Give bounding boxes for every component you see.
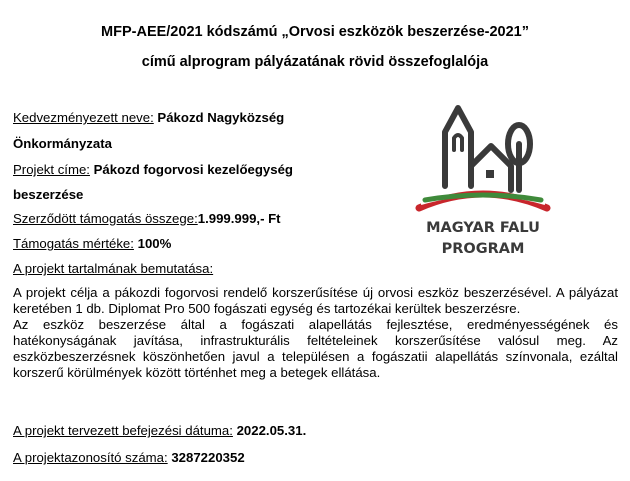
support-rate-row bbox=[13, 236, 171, 251]
logo-text-line2: PROGRAM bbox=[441, 241, 525, 257]
document-title-line1: MFP-AEE/2021 kódszámú „Orvosi eszközök beszerzése-2021” bbox=[101, 24, 529, 40]
completion-date-row bbox=[13, 423, 306, 438]
support-rate-label: Támogatás mértéke: bbox=[13, 236, 134, 251]
project-id-row bbox=[13, 450, 245, 465]
project-title-value: Pákozd fogorvosi kezelőegység bbox=[93, 162, 293, 177]
completion-date-label: A projekt tervezett befejezési dátuma: bbox=[13, 423, 233, 438]
description-paragraph-1: A projekt célja a pákozdi fogorvosi rendelő korszerűsítése új orvosi eszköz beszerzésével. A pályázat keretében 1 db. Diplomat Pro 500 fogászati egység és tartozékai kerültek beszerzésre. bbox=[13, 285, 618, 316]
grant-amount-value: 1.999.999,- Ft bbox=[197, 211, 281, 226]
logo-text-line1: MAGYAR FALU bbox=[426, 220, 540, 236]
grant-amount-row bbox=[13, 211, 281, 226]
project-id-label: A projektazonosító száma: bbox=[13, 450, 168, 465]
church-tower-icon bbox=[445, 108, 471, 186]
grant-amount-label: Szerződött támogatás összege: bbox=[13, 211, 198, 226]
green-ribbon-icon bbox=[425, 195, 541, 200]
project-title-label: Projekt címe: bbox=[13, 162, 90, 177]
beneficiary-value-continued: Önkormányzata bbox=[13, 136, 112, 151]
house-window-icon bbox=[486, 170, 494, 178]
project-title-row bbox=[13, 162, 293, 177]
house-icon bbox=[471, 146, 511, 190]
project-title-value-continued: beszerzése bbox=[13, 187, 84, 202]
beneficiary-row bbox=[13, 110, 284, 125]
beneficiary-value: Pákozd Nagyközség bbox=[157, 110, 285, 125]
description-label: A projekt tartalmának bemutatása: bbox=[13, 261, 214, 276]
completion-date-value: 2022.05.31. bbox=[236, 423, 307, 438]
support-rate-value: 100% bbox=[137, 236, 172, 251]
description-body bbox=[13, 285, 618, 381]
magyar-falu-program-logo bbox=[413, 104, 553, 264]
description-paragraph-2: Az eszköz beszerzése által a fogászati alapellátás fejlesztése, eredményességének és hatékonyságának javítása, infrastrukturális feltételeinek korszerűsítése valósul meg. Az eszközbeszerzésnek köszönhetően javul a településen a fogászatii alapellátás színvonala, ezáltal korszerű körülmények között történhet meg a betegek ellátása. bbox=[13, 317, 618, 380]
beneficiary-label: Kedvezményezett neve: bbox=[13, 110, 154, 125]
project-id-value: 3287220352 bbox=[171, 450, 245, 465]
document-title-line2: című alprogram pályázatának rövid összefoglalója bbox=[141, 54, 489, 70]
